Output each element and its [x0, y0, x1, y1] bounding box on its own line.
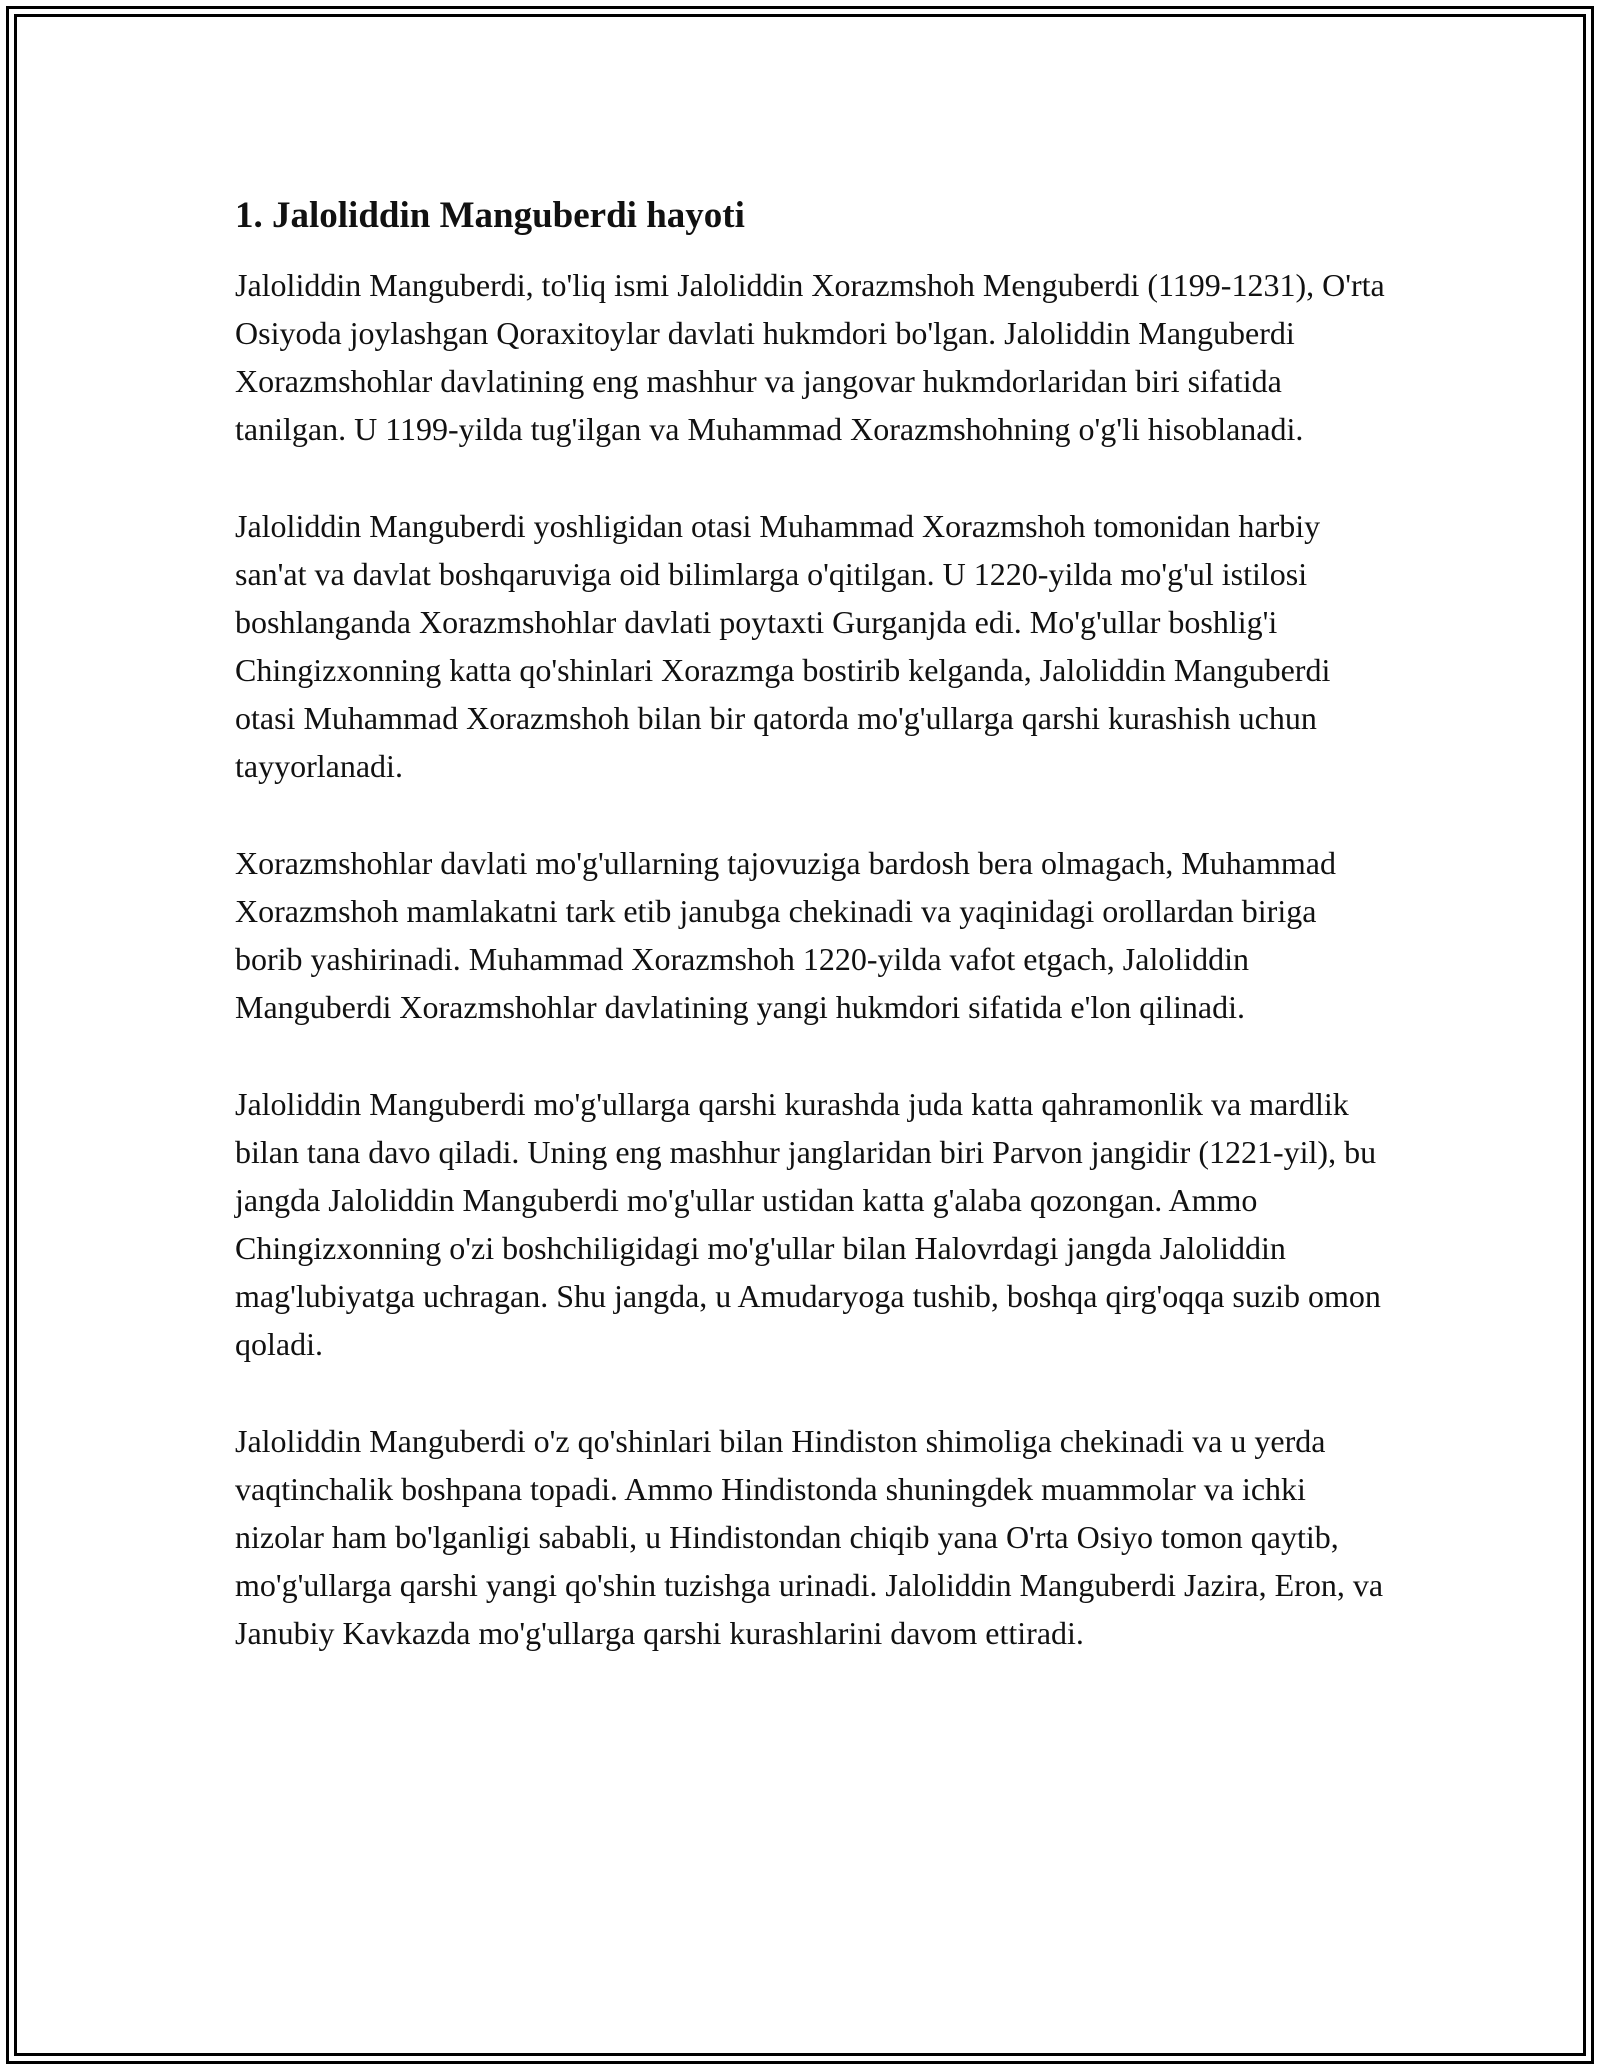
- section-heading: 1. Jaloliddin Manguberdi hayoti: [235, 195, 745, 236]
- paragraph-5: Jaloliddin Manguberdi o'z qo'shinlari bilan Hindiston shimoliga chekinadi va u yerda vaqtinchalik boshpana topadi. Ammo Hindistonda shuningdek muammolar va ichki nizolar ham bo'lganligi sababli, u Hindistondan chiqib yana O'rta Osiyo tomon qaytib, mo'g'ullarga qarshi yangi qo'shin tuzishga urinadi. Jaloliddin Manguberdi Jazira, Eron, va Janubiy Kavkazda mo'g'ullarga qarshi kurashlarini davom ettiradi.: [235, 1423, 1384, 1651]
- paragraph-3: Xorazmshohlar davlati mo'g'ullarning tajovuziga bardosh bera olmagach, Muhammad Xorazmshoh mamlakatni tark etib janubga chekinadi va yaqinidagi orollardan biriga borib yashirinadi. Muhammad Xorazmshoh 1220-yilda vafot etgach, Jaloliddin Manguberdi Xorazmshohlar davlatining yangi hukmdori sifatida e'lon qilinadi.: [235, 845, 1336, 1025]
- paragraph-2: Jaloliddin Manguberdi yoshligidan otasi Muhammad Xorazmshoh tomonidan harbiy san'at va davlat boshqaruviga oid bilimlarga o'qitilgan. U 1220-yilda mo'g'ul istilosi boshlanganda Xorazmshohlar davlati poytaxti Gurganjda edi. Mo'g'ullar boshlig'i Chingizxonning katta qo'shinlari Xorazmga bostirib kelganda, Jaloliddin Manguberdi otasi Muhammad Xorazmshoh bilan bir qatorda mo'g'ullarga qarshi kurashish uchun tayyorlanadi.: [235, 508, 1331, 784]
- paragraph-1: Jaloliddin Manguberdi, to'liq ismi Jaloliddin Xorazmshoh Menguberdi (1199-1231), O'rta Osiyoda joylashgan Qoraxitoylar davlati hukmdori bo'lgan. Jaloliddin Manguberdi Xorazmshohlar davlatining eng mashhur va jangovar hukmdorlaridan biri sifatida tanilgan. U 1199-yilda tug'ilgan va Muhammad Xorazmshohning o'g'li hisoblanadi.: [235, 267, 1385, 447]
- paragraph-4: Jaloliddin Manguberdi mo'g'ullarga qarshi kurashda juda katta qahramonlik va mardlik bilan tana davo qiladi. Uning eng mashhur janglaridan biri Parvon jangidir (1221-yil), bu jangda Jaloliddin Manguberdi mo'g'ullar ustidan katta g'alaba qozongan. Ammo Chingizxonning o'zi boshchiligidagi mo'g'ullar bilan Halovrdagi jangda Jaloliddin mag'lubiyatga uchragan. Shu jangda, u Amudaryoga tushib, boshqa qirg'oqqa suzib omon qoladi.: [235, 1086, 1381, 1362]
- document-body: [235, 185, 1385, 1706]
